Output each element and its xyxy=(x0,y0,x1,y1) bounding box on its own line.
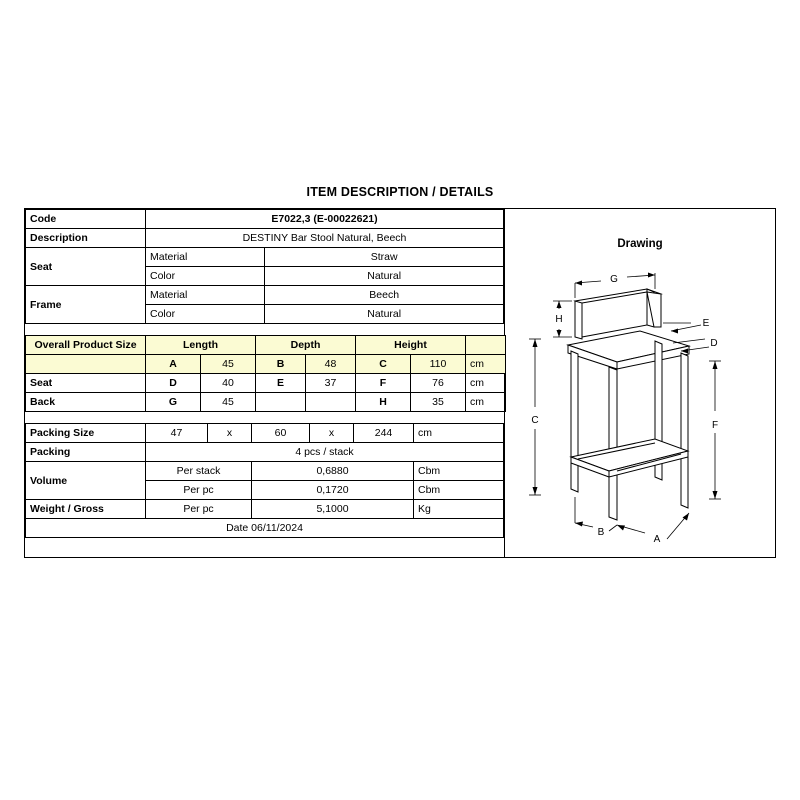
page-title: ITEM DESCRIPTION / DETAILS xyxy=(306,185,494,199)
weight-unit: Kg xyxy=(414,500,504,519)
seat-size-unit: cm xyxy=(466,374,506,393)
size-col-length: Length xyxy=(146,336,256,355)
drawing-label-a: A xyxy=(653,534,661,545)
drawing-label-g: G xyxy=(610,274,618,285)
packing-size-x1: x xyxy=(208,424,252,443)
back-height-value: 35 xyxy=(411,393,466,412)
seat-material-label: Material xyxy=(146,248,265,267)
size-header-label: Overall Product Size xyxy=(26,336,146,355)
description-label: Description xyxy=(26,229,146,248)
seat-size-label: Seat xyxy=(26,374,146,393)
table-row-back-size xyxy=(26,393,506,412)
spacer-2 xyxy=(25,412,504,423)
seat-material-value: Straw xyxy=(265,248,504,267)
seat-label: Seat xyxy=(26,248,146,286)
back-depth-key xyxy=(256,393,306,412)
overall-height-key: C xyxy=(356,355,411,374)
drawing-label-b: B xyxy=(597,527,605,538)
overall-depth-key: B xyxy=(256,355,306,374)
spacer-1 xyxy=(25,324,504,335)
table-row-frame-material xyxy=(26,286,504,305)
drawing-label-e: E xyxy=(702,318,710,329)
overall-depth-value: 48 xyxy=(306,355,356,374)
frame-material-label: Material xyxy=(146,286,265,305)
packing-size-label: Packing Size xyxy=(26,424,146,443)
seat-length-value: 40 xyxy=(201,374,256,393)
weight-per-pc-label: Per pc xyxy=(146,500,252,519)
seat-height-key: F xyxy=(356,374,411,393)
bar-stool-drawing xyxy=(505,261,773,557)
table-row-packing-size xyxy=(26,424,504,443)
back-size-unit: cm xyxy=(466,393,506,412)
volume-per-stack-unit: Cbm xyxy=(414,462,504,481)
packing-size-unit: cm xyxy=(414,424,504,443)
table-row-description xyxy=(26,229,504,248)
size-unit-header xyxy=(466,336,506,355)
packing-size-x2: x xyxy=(310,424,354,443)
seat-length-key: D xyxy=(146,374,201,393)
size-table xyxy=(25,335,506,412)
seat-height-value: 76 xyxy=(411,374,466,393)
description-value: DESTINY Bar Stool Natural, Beech xyxy=(146,229,504,248)
volume-per-stack-value: 0,6880 xyxy=(252,462,414,481)
volume-per-stack-label: Per stack xyxy=(146,462,252,481)
packing-label: Packing xyxy=(26,443,146,462)
overall-height-value: 110 xyxy=(411,355,466,374)
frame-color-value: Natural xyxy=(265,305,504,324)
size-col-height: Height xyxy=(356,336,466,355)
volume-per-pc-label: Per pc xyxy=(146,481,252,500)
overall-length-value: 45 xyxy=(201,355,256,374)
weight-label: Weight / Gross xyxy=(26,500,146,519)
back-length-value: 45 xyxy=(201,393,256,412)
seat-color-label: Color xyxy=(146,267,265,286)
code-label: Code xyxy=(26,210,146,229)
packing-value: 4 pcs / stack xyxy=(146,443,504,462)
drawing-label-d: D xyxy=(710,338,718,349)
details-frame xyxy=(24,208,776,558)
drawing-header: Drawing xyxy=(617,238,663,250)
volume-label: Volume xyxy=(26,462,146,500)
drawing-label-h: H xyxy=(555,314,563,325)
table-row-weight xyxy=(26,500,504,519)
table-row-seat-size xyxy=(26,374,506,393)
seat-depth-value: 37 xyxy=(306,374,356,393)
code-value: E7022,3 (E-00022621) xyxy=(146,210,504,229)
drawing-label-f: F xyxy=(711,420,719,431)
drawing-label-c: C xyxy=(531,415,539,426)
frame-color-label: Color xyxy=(146,305,265,324)
details-right-column xyxy=(505,209,775,557)
details-left-column xyxy=(25,209,505,557)
table-row-seat-material xyxy=(26,248,504,267)
size-table-header xyxy=(26,336,506,355)
drawing-area xyxy=(505,261,775,557)
back-height-key: H xyxy=(356,393,411,412)
table-row-date xyxy=(26,519,504,538)
packing-table xyxy=(25,423,504,538)
table-row-code xyxy=(26,210,504,229)
overall-length-key: A xyxy=(146,355,201,374)
seat-color-value: Natural xyxy=(265,267,504,286)
overall-unit: cm xyxy=(466,355,506,374)
packing-size-width: 60 xyxy=(252,424,310,443)
table-row-volume-stack xyxy=(26,462,504,481)
seat-depth-key: E xyxy=(256,374,306,393)
packing-size-height: 244 xyxy=(354,424,414,443)
volume-per-pc-unit: Cbm xyxy=(414,481,504,500)
item-info-table xyxy=(25,209,504,324)
weight-per-pc-value: 5,1000 xyxy=(252,500,414,519)
packing-size-length: 47 xyxy=(146,424,208,443)
date-row: Date 06/11/2024 xyxy=(26,519,504,538)
back-size-label: Back xyxy=(26,393,146,412)
table-row-overall xyxy=(26,355,506,374)
overall-row-label xyxy=(26,355,146,374)
frame-material-value: Beech xyxy=(265,286,504,305)
volume-per-pc-value: 0,1720 xyxy=(252,481,414,500)
size-col-depth: Depth xyxy=(256,336,356,355)
table-row-packing xyxy=(26,443,504,462)
back-length-key: G xyxy=(146,393,201,412)
frame-label: Frame xyxy=(26,286,146,324)
back-depth-value xyxy=(306,393,356,412)
